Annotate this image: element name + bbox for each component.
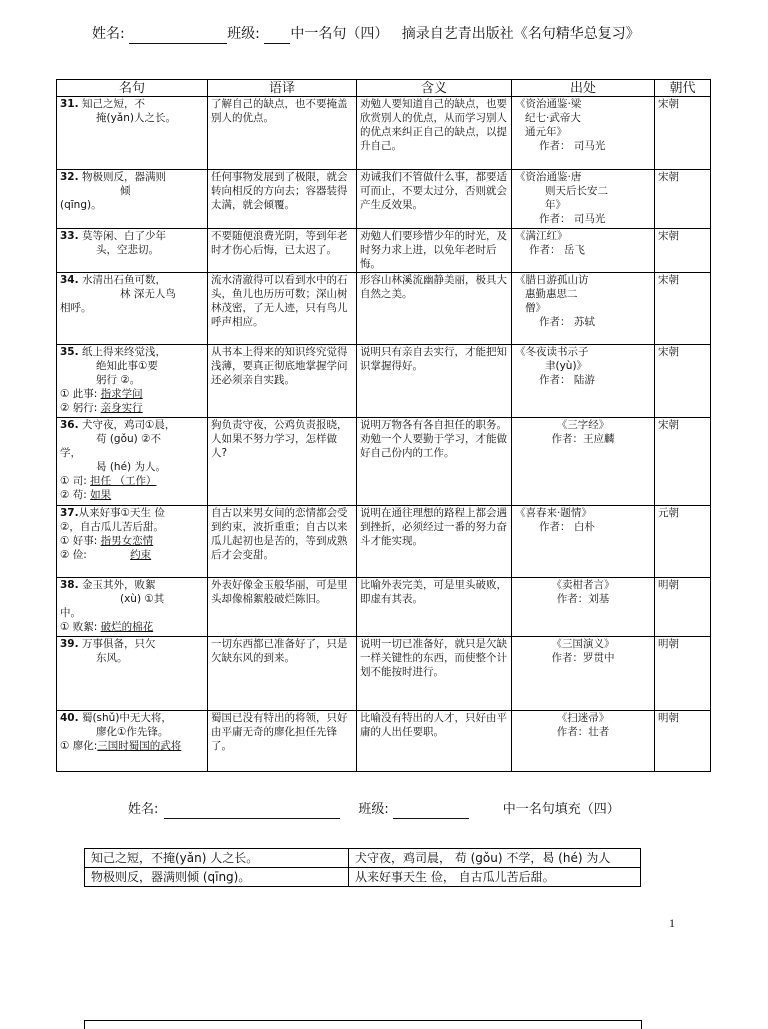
row-number: 33. — [60, 230, 79, 242]
fill-name-blank[interactable] — [164, 805, 340, 819]
source-line: 通元年》 — [525, 126, 567, 138]
table-row — [57, 711, 711, 772]
row-number: 31. — [60, 98, 79, 110]
table-row — [57, 637, 711, 711]
table-row — [85, 868, 641, 887]
class-label: 班级: — [227, 26, 260, 42]
source-line: 惠勤惠思二 — [525, 288, 578, 300]
translation-cell: 从书本上得来的知识终究觉得浅薄，要真正彻底地掌握学问还必须亲自实践。 — [208, 345, 357, 418]
quote-cell — [57, 578, 208, 637]
source-line: 《三字经》 — [556, 419, 610, 431]
source-line: 《喜春来·题情》 — [515, 507, 592, 519]
meaning-cell: 说明在通往理想的路程上都会遇到挫折，必须经过一番的努力奋斗才能实现。 — [357, 506, 512, 578]
table-row — [57, 170, 711, 229]
meaning-cell: 形容山林溪流幽静美丽，极具大自然之美。 — [357, 273, 512, 345]
source-cell — [512, 578, 655, 637]
quote-cell — [57, 229, 208, 273]
source-line: 年》 — [545, 199, 566, 211]
table-row — [57, 506, 711, 578]
quote-line: 知己之短，不 — [81, 98, 145, 110]
table-header-row — [57, 80, 711, 97]
quote-line: 相呼。 — [60, 302, 92, 314]
translation-cell: 不要随便浪费光阴，等到年老时才伤心后悔，已太迟了。 — [208, 229, 357, 273]
row-number: 34. — [60, 274, 79, 286]
author-line: 作者： 白朴 — [539, 521, 595, 533]
quote-line: 廖化①作先锋。 — [96, 726, 169, 738]
fill-class-label: 班级: — [358, 802, 389, 817]
fill-cell[interactable]: 犬守夜，鸡司晨， 苟 (gǒu) 不学，曷 (hé) 为人 — [349, 849, 641, 868]
source-cell — [512, 97, 655, 170]
col-header-meaning: 含义 — [357, 80, 512, 97]
quote-line: 蜀(shǔ)中无大将， — [81, 712, 172, 724]
meaning-cell: 比喻外表完美，可是里头破败，即虚有其表。 — [357, 578, 512, 637]
source-cell — [512, 273, 655, 345]
dynasty-cell: 明朝 — [655, 711, 711, 772]
dynasty-cell: 宋朝 — [655, 418, 711, 506]
quote-cell — [57, 637, 208, 711]
meaning-cell: 劝勉人们要珍惜少年的时光，及时努力求上进，以免年老时后悔。 — [357, 229, 512, 273]
source-cell — [512, 170, 655, 229]
name-blank[interactable] — [129, 27, 227, 44]
translation-cell: 任何事物发展到了极限，就会转向相反的方向去；容器装得太满，就会倾覆。 — [208, 170, 357, 229]
meaning-cell: 说明只有亲自去实行，才能把知识掌握得好。 — [357, 345, 512, 418]
quote-cell — [57, 711, 208, 772]
dynasty-cell: 宋朝 — [655, 345, 711, 418]
table-row — [85, 849, 641, 868]
quote-line: 金玉其外，败絮 — [81, 579, 156, 591]
quote-line: (qīng)。 — [60, 199, 102, 211]
row-number: 36. — [60, 419, 79, 431]
row-number: 32. — [60, 171, 79, 183]
source-line: 纪七·武帝大 — [525, 112, 581, 124]
quote-line: 林 深无人鸟 — [120, 288, 176, 300]
footnote: ② 苟: 如果 — [60, 489, 112, 501]
quote-line: 倾 — [120, 185, 131, 197]
author-line: 作者： 司马光 — [539, 140, 606, 152]
quote-line: 纸上得来终觉浅， — [81, 346, 166, 358]
table-row — [57, 578, 711, 637]
author-line: 作者：王应麟 — [551, 433, 615, 445]
meaning-cell: 说明一切已准备好，就只是欠缺一样关键性的东西，而使整个计划不能按时进行。 — [357, 637, 512, 711]
footnote: ① 败絮: 破烂的棉花 — [60, 621, 154, 633]
quote-line: 头，空悲切。 — [96, 244, 159, 256]
footnote: ② 俭: 约束 — [60, 549, 152, 561]
col-header-source: 出处 — [512, 80, 655, 97]
source-cell — [512, 229, 655, 273]
meaning-cell: 劝诫我们不管做什么事，都要适可而止，不要太过分，否则就会产生反效果。 — [357, 170, 512, 229]
footnote: ① 司: 担任 （工作） — [60, 475, 157, 487]
quote-line: 万事俱备，只欠 — [81, 638, 156, 650]
quote-line: 物极则反，器满则 — [81, 171, 166, 183]
quote-line: 苟 (gǒu) ②不 — [96, 433, 162, 445]
footnote: ① 廖化:三国时蜀国的武将 — [60, 740, 182, 752]
quote-line: 曷 (hé) 为人。 — [96, 461, 166, 473]
dynasty-cell: 宋朝 — [655, 229, 711, 273]
source-line: 《卖柑者言》 — [551, 579, 615, 591]
source-line: 《腊日游孤山访 — [515, 274, 589, 286]
author-line: 作者：壮者 — [556, 726, 610, 738]
fill-header — [128, 801, 648, 819]
author-line: 作者：罗贯中 — [551, 652, 615, 664]
source-cell — [512, 418, 655, 506]
quote-line: 东风。 — [96, 652, 128, 664]
quote-line: (xù) ①其 — [120, 593, 165, 605]
author-line: 作者： 岳飞 — [529, 244, 585, 256]
col-header-dynasty: 朝代 — [655, 80, 711, 97]
quote-cell — [57, 506, 208, 578]
source-line: 僧》 — [525, 302, 546, 314]
col-header-translation: 语译 — [208, 80, 357, 97]
translation-cell: 狗负责守夜，公鸡负责报晓，人如果不努力学习，怎样做人? — [208, 418, 357, 506]
source-cell — [512, 506, 655, 578]
source-line: 聿(yù)》 — [545, 360, 588, 372]
quote-line: ②，自古瓜儿苦后甜。 — [60, 521, 164, 533]
translation-cell: 自古以来男女间的恋情都会受到约束，波折重重；自古以来瓜儿起初也是苦的，等到成熟后才会变甜。 — [208, 506, 357, 578]
next-page-table-edge — [84, 1020, 642, 1029]
table-row — [57, 229, 711, 273]
dynasty-cell: 宋朝 — [655, 170, 711, 229]
fill-class-blank[interactable] — [393, 805, 469, 819]
quote-cell — [57, 273, 208, 345]
dynasty-cell: 明朝 — [655, 637, 711, 711]
source-line: 《资治通鉴·梁 — [515, 98, 582, 110]
table-row — [57, 418, 711, 506]
author-line: 作者： 司马光 — [539, 213, 606, 225]
quote-cell — [57, 345, 208, 418]
quote-line: 中。 — [60, 607, 81, 619]
dynasty-cell: 元朝 — [655, 506, 711, 578]
row-number: 38. — [60, 579, 79, 591]
translation-cell: 流水清澈得可以看到水中的石头，鱼儿也历历可数；深山树林茂密，了无人迹，只有鸟儿呼声相应。 — [208, 273, 357, 345]
quote-line: 水清出石鱼可数， — [81, 274, 166, 286]
source-line: 《冬夜读书示子 — [515, 346, 589, 358]
page-number: 1 — [669, 916, 675, 930]
source-line: 《满江红》 — [515, 230, 568, 242]
author-line: 作者：刘基 — [556, 593, 610, 605]
quote-line: 莫等闲、白了少年 — [81, 230, 166, 242]
table-row — [57, 97, 711, 170]
fill-cell[interactable]: 物极则反，器满则倾 (qīng)。 — [85, 868, 349, 887]
quotes-table — [56, 79, 711, 772]
footnote: ② 躬行: 亲身实行 — [60, 402, 143, 414]
meaning-cell: 比喻没有特出的人才，只好由平庸的人出任要职。 — [357, 711, 512, 772]
translation-cell: 外表好像金玉般华丽，可是里头却像棉絮般破烂陈旧。 — [208, 578, 357, 637]
source-cell — [512, 637, 655, 711]
dynasty-cell: 宋朝 — [655, 97, 711, 170]
row-number: 37. — [60, 507, 79, 519]
source-line: 《三国演义》 — [551, 638, 615, 650]
meaning-cell: 劝勉人要知道自己的缺点，也要欣赏别人的优点，从而学习别人的优点来纠正自己的缺点，以提升自己。 — [357, 97, 512, 170]
name-label: 姓名: — [92, 26, 125, 42]
fill-cell[interactable]: 从来好事天生 俭， 自古瓜儿苦后甜。 — [349, 868, 641, 887]
row-number: 40. — [60, 712, 79, 724]
translation-cell: 蜀国已没有特出的将领，只好由平庸无奇的廖化担任先锋了。 — [208, 711, 357, 772]
source-line: 则天后长安二 — [545, 185, 608, 197]
quote-line: 绝知此事①要 — [96, 360, 158, 372]
class-blank[interactable] — [264, 27, 290, 44]
source-line: 《扫迷帚》 — [556, 712, 610, 724]
quote-cell — [57, 170, 208, 229]
quote-line: 学， — [60, 447, 81, 459]
page-header — [92, 24, 682, 44]
meaning-cell: 说明万物各有各自担任的职务。劝勉一个人要勤于学习，才能做好自己份内的工作。 — [357, 418, 512, 506]
quote-cell — [57, 418, 208, 506]
source-cell — [512, 711, 655, 772]
source-cell — [512, 345, 655, 418]
quote-cell — [57, 97, 208, 170]
quote-line: 躬行 ②。 — [96, 374, 141, 386]
source-line: 《资治通鉴·唐 — [515, 171, 582, 183]
fill-cell[interactable]: 知己之短，不掩(yǎn) 人之长。 — [85, 849, 349, 868]
author-line: 作者： 苏轼 — [539, 316, 595, 328]
page-title: 中一名句（四） — [290, 26, 389, 42]
fill-table — [84, 848, 641, 887]
table-row — [57, 273, 711, 345]
dynasty-cell: 宋朝 — [655, 273, 711, 345]
row-number: 35. — [60, 346, 79, 358]
source-note: 摘录自艺青出版社《名句精华总复习》 — [401, 26, 640, 42]
col-header-quote: 名句 — [57, 80, 208, 97]
author-line: 作者： 陆游 — [539, 374, 595, 386]
quote-line: 掩(yǎn)人之长。 — [96, 112, 176, 124]
translation-cell: 了解自己的缺点，也不要掩盖别人的优点。 — [208, 97, 357, 170]
table-row — [57, 345, 711, 418]
fill-name-label: 姓名: — [128, 802, 159, 817]
translation-cell: 一切东西都已准备好了，只是欠缺东风的到来。 — [208, 637, 357, 711]
fill-title: 中一名句填充（四） — [502, 802, 620, 817]
footnote: ① 此事: 指求学问 — [60, 388, 143, 400]
footnote: ① 好事: 指男女恋情 — [60, 535, 154, 547]
dynasty-cell: 明朝 — [655, 578, 711, 637]
quote-line: 犬守夜，鸡司①晨， — [81, 419, 176, 431]
quote-line: 从来好事①天生 俭 — [78, 507, 165, 519]
row-number: 39. — [60, 638, 79, 650]
